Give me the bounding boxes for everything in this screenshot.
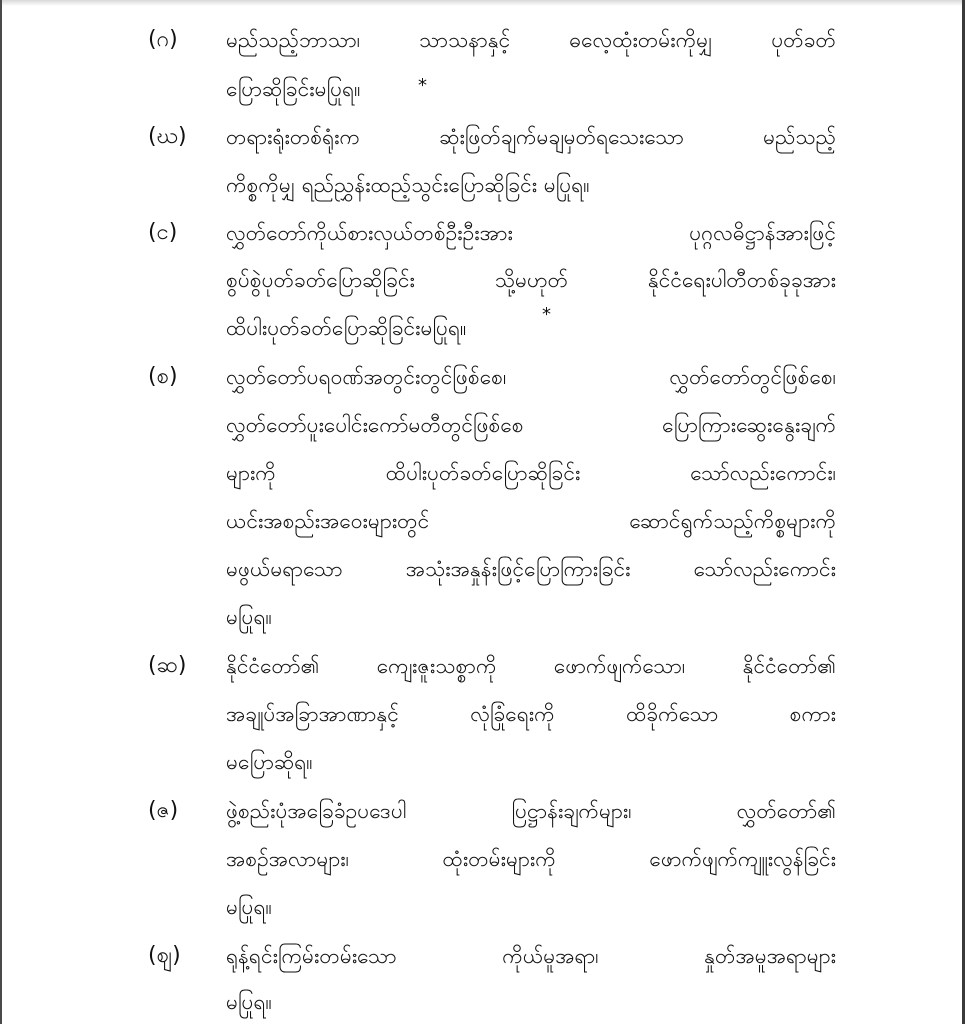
clause-line: ယင်းအစည်းအဝေးများတွင် ဆောင်ရွက်သည့်ကိစ္စများကို <box>226 509 836 533</box>
clause-line: အချုပ်အခြာအာဏာနှင့် လုံခြုံရေးကို ထိခိုက်သော စကား <box>226 702 836 726</box>
clause-line: မပြုရ။ <box>226 895 272 919</box>
clause-line: လွှတ်တော်ပူးပေါင်းကော်မတီတွင်ဖြစ်စေ ပြောကြားဆွေးနွေးချက် <box>226 413 836 437</box>
clause-number: (ဆ) <box>148 653 187 678</box>
clause-number: (ဇ) <box>148 798 179 823</box>
clause-number: (ဃ) <box>148 124 187 149</box>
clause-line: များကို ထိပါးပုတ်ခတ်ပြောဆိုခြင်း သော်လည်းကောင်း၊ <box>226 461 836 485</box>
footnote-asterisk: * <box>542 304 551 325</box>
clause-line: ကိစ္စကိုမျှ ရည်ညွှန်းထည့်သွင်းပြောဆိုခြင်း မပြုရ။ <box>226 173 590 197</box>
clause-number: (င) <box>148 220 178 245</box>
clause-line: မပြုရ။ <box>226 605 272 629</box>
clause-line: ရုန့်ရင်းကြမ်းတမ်းသော ကိုယ်မူအရာ၊ နှုတ်အမူအရာများ <box>226 944 836 968</box>
clause-line: လွှတ်တော်ပရဝဏ်အတွင်းတွင်ဖြစ်စေ၊ လွှတ်တော်တွင်ဖြစ်စေ၊ <box>226 365 836 389</box>
clause-line: မပြုရ။ <box>226 990 272 1014</box>
clause-line: မပြောဆိုရ။ <box>226 750 313 774</box>
clause-line: မဖွယ်မရာသော အသုံးအနှုန်းဖြင့်ပြောကြားခြင်း သော်လည်းကောင်း <box>226 557 836 581</box>
clause-line: ဖွဲ့စည်းပုံအခြေခံဥပဒေပါ ပြဋ္ဌာန်းချက်များ၊ လွှတ်တော်၏ <box>226 799 836 823</box>
clause-line: စွပ်စွဲပုတ်ခတ်ပြောဆိုခြင်း သို့မဟုတ် နိုင်ငံရေးပါတီတစ်ခုခုအား <box>226 268 836 292</box>
footnote-asterisk: * <box>418 75 427 96</box>
clause-number: (စ) <box>148 364 178 389</box>
clause-number: (ဂ) <box>148 27 178 52</box>
clause-line: အစဉ်အလာများ၊ ထုံးတမ်းများကို ဖောက်ဖျက်ကျူးလွန်ခြင်း <box>226 847 836 871</box>
clause-line: နိုင်ငံတော်၏ ကျေးဇူးသစ္စာကို ဖောက်ဖျက်သော၊ နိုင်ငံတော်၏ <box>226 654 836 678</box>
clause-line: တရားရုံးတစ်ရုံးက ဆုံးဖြတ်ချက်မချမှတ်ရသေးသော မည်သည့် <box>226 125 836 149</box>
clause-line: ပြောဆိုခြင်းမပြုရ။ <box>226 77 361 101</box>
clause-line: ထိပါးပုတ်ခတ်ပြောဆိုခြင်းမပြုရ။ <box>226 316 467 340</box>
clause-line: မည်သည့်ဘာသာ၊ သာသနာနှင့် ဓလေ့ထုံးတမ်းကိုမျှ ပုတ်ခတ် <box>226 28 836 52</box>
clause-number: (ဈ) <box>148 943 181 968</box>
clause-line: လွှတ်တော်ကိုယ်စားလှယ်တစ်ဦးဦးအား ပုဂ္ဂလဓိဋ္ဌာန်အားဖြင့် <box>226 221 836 245</box>
